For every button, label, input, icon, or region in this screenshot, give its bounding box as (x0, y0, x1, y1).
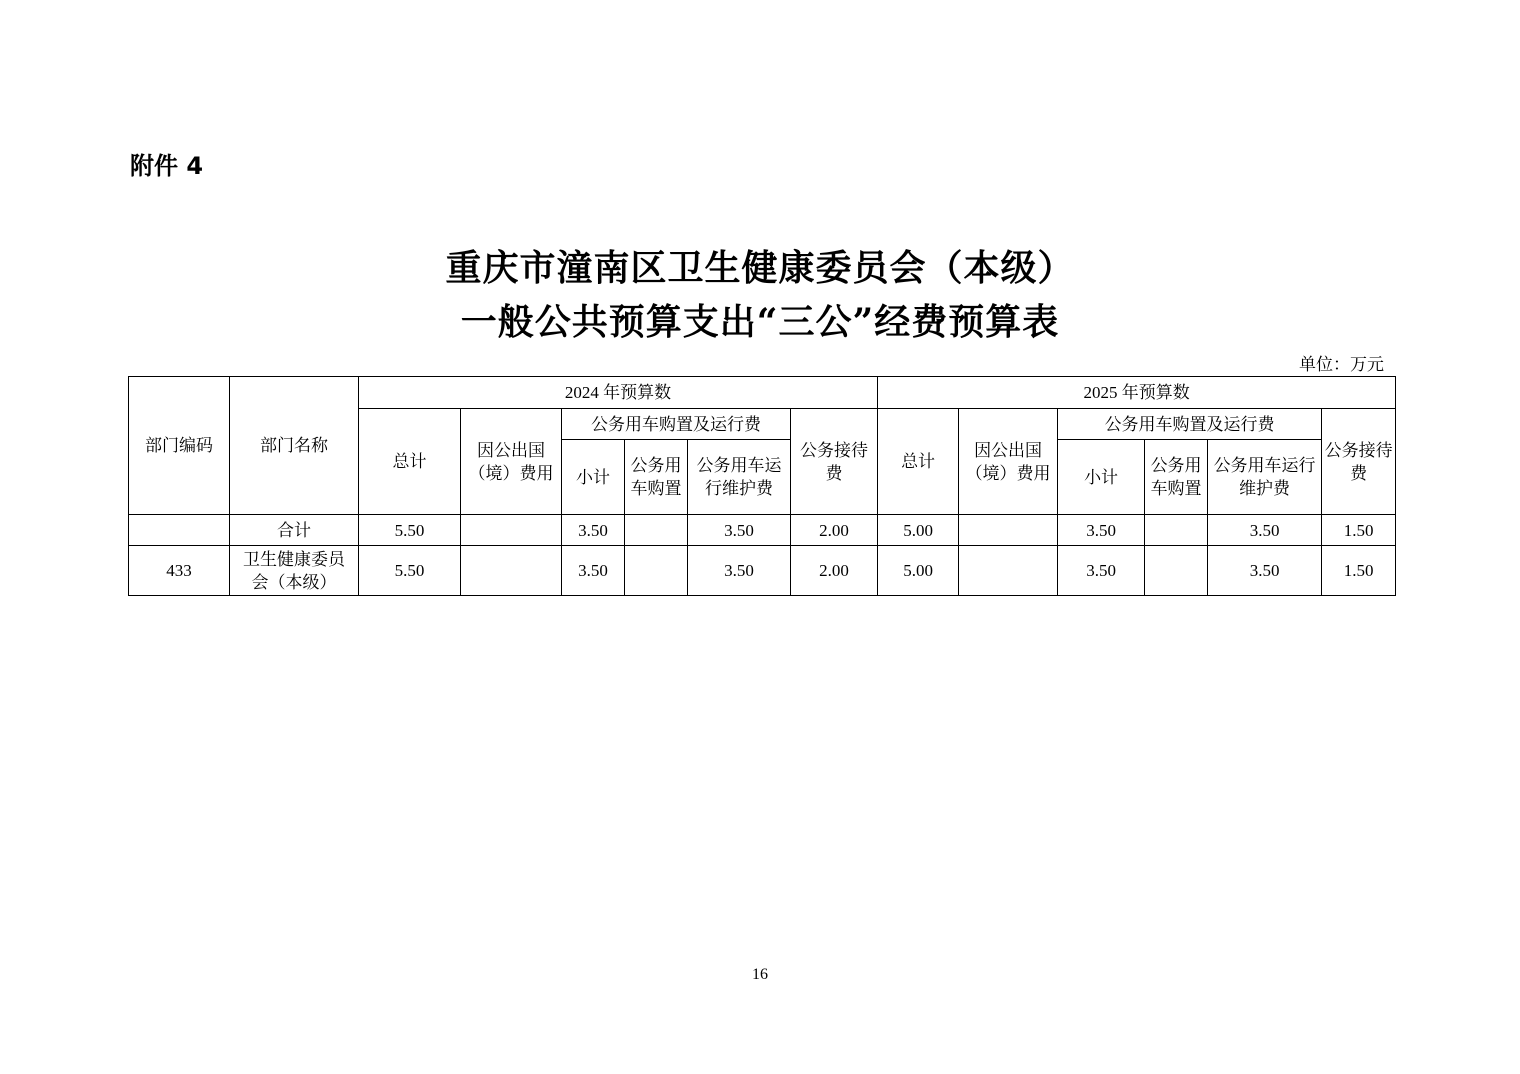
cell-2024-total: 5.50 (359, 546, 461, 596)
cell-dept-code: 433 (129, 546, 230, 596)
cell-2024-subtotal: 3.50 (562, 515, 625, 546)
cell-2024-operation: 3.50 (688, 515, 791, 546)
table-row (129, 515, 1396, 546)
cell-2025-total: 5.00 (878, 515, 959, 546)
cell-dept-name: 卫生健康委员会（本级） (230, 546, 359, 596)
cell-2024-reception: 2.00 (791, 515, 878, 546)
header-year-2025: 2025 年预算数 (878, 377, 1396, 409)
header-2025-subtotal: 小计 (1058, 440, 1145, 515)
cell-2025-total: 5.00 (878, 546, 959, 596)
cell-2025-subtotal: 3.50 (1058, 546, 1145, 596)
cell-2024-abroad (461, 546, 562, 596)
cell-2025-abroad (959, 515, 1058, 546)
table-row (129, 546, 1396, 596)
header-2024-reception: 公务接待费 (791, 409, 878, 515)
header-2024-abroad: 因公出国（境）费用 (461, 409, 562, 515)
cell-2025-reception: 1.50 (1322, 515, 1396, 546)
cell-2024-abroad (461, 515, 562, 546)
cell-2024-total: 5.50 (359, 515, 461, 546)
header-2025-vehicle-purchase: 公务用车购置 (1145, 440, 1208, 515)
cell-2024-purchase (625, 515, 688, 546)
header-2024-vehicle-purchase: 公务用车购置 (625, 440, 688, 515)
document-title-line2: 一般公共预算支出“三公”经费预算表 (460, 301, 1060, 343)
page-number: 16 (752, 966, 768, 983)
header-2025-vehicle: 公务用车购置及运行费 (1058, 409, 1322, 440)
cell-2024-reception: 2.00 (791, 546, 878, 596)
header-dept-name: 部门名称 (230, 377, 359, 515)
header-2025-total: 总计 (878, 409, 959, 515)
header-dept-code: 部门编码 (129, 377, 230, 515)
cell-2025-subtotal: 3.50 (1058, 515, 1145, 546)
header-2024-subtotal: 小计 (562, 440, 625, 515)
cell-2025-operation: 3.50 (1208, 546, 1322, 596)
cell-2025-reception: 1.50 (1322, 546, 1396, 596)
header-2025-abroad: 因公出国（境）费用 (959, 409, 1058, 515)
cell-2025-purchase (1145, 546, 1208, 596)
unit-label: 单位：万元 (1299, 355, 1384, 374)
header-2024-vehicle: 公务用车购置及运行费 (562, 409, 791, 440)
budget-table (128, 376, 1396, 596)
cell-dept-code (129, 515, 230, 546)
cell-2024-operation: 3.50 (688, 546, 791, 596)
cell-2025-operation: 3.50 (1208, 515, 1322, 546)
cell-2025-purchase (1145, 515, 1208, 546)
cell-dept-name: 合计 (230, 515, 359, 546)
header-2025-vehicle-operation: 公务用车运行维护费 (1208, 440, 1322, 515)
header-2024-vehicle-operation: 公务用车运行维护费 (688, 440, 791, 515)
header-2024-total: 总计 (359, 409, 461, 515)
document-title-line1: 重庆市潼南区卫生健康委员会（本级） (445, 247, 1075, 289)
attachment-label: 附件 4 (130, 152, 204, 180)
cell-2024-subtotal: 3.50 (562, 546, 625, 596)
cell-2025-abroad (959, 546, 1058, 596)
header-year-2024: 2024 年预算数 (359, 377, 878, 409)
header-2025-reception: 公务接待费 (1322, 409, 1396, 515)
cell-2024-purchase (625, 546, 688, 596)
